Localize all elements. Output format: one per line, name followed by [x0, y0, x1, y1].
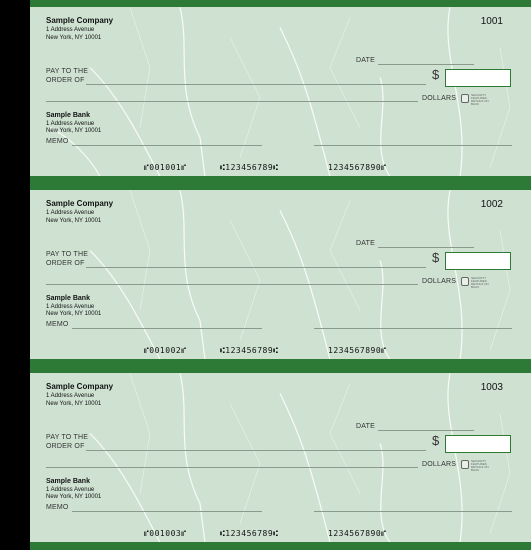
check-sheet	[30, 0, 531, 550]
company-address-line2: New York, NY 10001	[46, 218, 102, 224]
date-label: DATE	[356, 57, 375, 64]
dollars-label: DOLLARS	[422, 278, 457, 285]
amount-field[interactable]	[445, 252, 511, 270]
memo-label: MEMO	[46, 504, 69, 511]
pay-to-label-line2: ORDER OF	[46, 443, 85, 450]
payee-line	[86, 450, 426, 451]
date-label: DATE	[356, 240, 375, 247]
written-amount-line	[46, 467, 418, 468]
date-line	[378, 64, 474, 65]
lock-icon	[461, 460, 469, 469]
memo-label: MEMO	[46, 138, 69, 145]
pay-to-label-line2: ORDER OF	[46, 260, 85, 267]
payee-line	[86, 267, 426, 268]
company-address-line1: 1 Address Avenue	[46, 393, 95, 399]
green-band	[30, 542, 531, 550]
green-band	[30, 0, 531, 7]
memo-line	[72, 328, 262, 329]
pay-to-label-line1: PAY TO THE	[46, 68, 89, 75]
micr-account-number: 1234567890⑈	[328, 529, 387, 538]
company-name: Sample Company	[46, 382, 114, 391]
check-1002	[30, 190, 531, 359]
bank-name: Sample Bank	[46, 295, 90, 302]
check-number: 1003	[480, 382, 503, 393]
micr-routing-number: ⑆123456789⑆	[220, 163, 279, 172]
green-band	[30, 359, 531, 373]
bank-address-line2: New York, NY 10001	[46, 494, 102, 500]
dollar-sign: $	[432, 250, 440, 265]
memo-line	[72, 511, 262, 512]
marble-texture	[30, 373, 531, 542]
micr-check-number: ⑈001002⑈	[144, 346, 187, 355]
company-address-line1: 1 Address Avenue	[46, 210, 95, 216]
pay-to-label-line1: PAY TO THE	[46, 251, 89, 258]
company-address-line2: New York, NY 10001	[46, 401, 102, 407]
check-number: 1002	[480, 199, 503, 210]
bank-address-line1: 1 Address Avenue	[46, 121, 95, 127]
dollars-label: DOLLARS	[422, 461, 457, 468]
memo-label: MEMO	[46, 321, 69, 328]
micr-account-number: 1234567890⑈	[328, 163, 387, 172]
pay-to-label-line2: ORDER OF	[46, 77, 85, 84]
bank-name: Sample Bank	[46, 112, 90, 119]
written-amount-line	[46, 284, 418, 285]
micr-routing-number: ⑆123456789⑆	[220, 346, 279, 355]
lock-icon	[461, 94, 469, 103]
micr-check-number: ⑈001001⑈	[144, 163, 187, 172]
written-amount-line	[46, 101, 418, 102]
bank-address-line2: New York, NY 10001	[46, 311, 102, 317]
lock-icon	[461, 277, 469, 286]
dollars-label: DOLLARS	[422, 95, 457, 102]
bank-address-line1: 1 Address Avenue	[46, 487, 95, 493]
signature-line	[314, 145, 512, 146]
bank-name: Sample Bank	[46, 478, 90, 485]
amount-field[interactable]	[445, 69, 511, 87]
company-address-line1: 1 Address Avenue	[46, 27, 95, 33]
pay-to-label-line1: PAY TO THE	[46, 434, 89, 441]
bank-address-line2: New York, NY 10001	[46, 128, 102, 134]
check-number: 1001	[480, 16, 503, 27]
company-name: Sample Company	[46, 199, 114, 208]
security-text: SECURITY FEATURES DETAILS ON BACK	[471, 276, 489, 289]
date-line	[378, 247, 474, 248]
check-1001	[30, 7, 531, 176]
bank-address-line1: 1 Address Avenue	[46, 304, 95, 310]
marble-texture	[30, 7, 531, 176]
signature-line	[314, 511, 512, 512]
check-1003	[30, 373, 531, 542]
date-line	[378, 430, 474, 431]
dollar-sign: $	[432, 67, 440, 82]
dollar-sign: $	[432, 433, 440, 448]
company-name: Sample Company	[46, 16, 114, 25]
memo-line	[72, 145, 262, 146]
micr-routing-number: ⑆123456789⑆	[220, 529, 279, 538]
amount-field[interactable]	[445, 435, 511, 453]
signature-line	[314, 328, 512, 329]
payee-line	[86, 84, 426, 85]
date-label: DATE	[356, 423, 375, 430]
micr-account-number: 1234567890⑈	[328, 346, 387, 355]
security-text: SECURITY FEATURES DETAILS ON BACK	[471, 459, 489, 472]
security-text: SECURITY FEATURES DETAILS ON BACK	[471, 93, 489, 106]
company-address-line2: New York, NY 10001	[46, 35, 102, 41]
micr-check-number: ⑈001003⑈	[144, 529, 187, 538]
green-band	[30, 176, 531, 190]
marble-texture	[30, 190, 531, 359]
